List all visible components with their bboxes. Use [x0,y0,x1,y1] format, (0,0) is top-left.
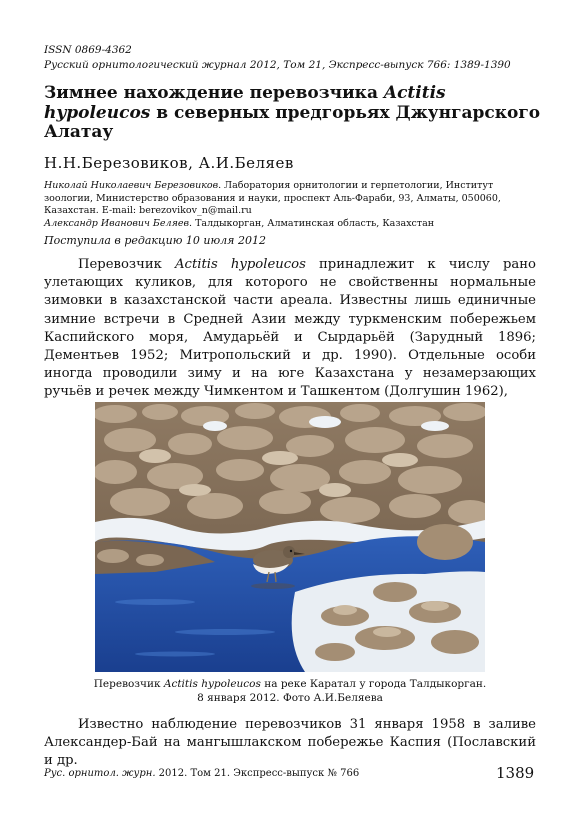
body-paragraph-2: Известно наблюдение перевозчиков 31 января 1958 в заливе Александер-Бай на мангышлакском побережье Каспия (Пославский и др. [44,717,536,769]
journal-citation-line: Русский орнитологический журнал 2012, Том 21, Экспресс-выпуск 766: 1389-1390 [44,59,511,71]
footer-citation [44,768,359,779]
caption-lead: Перевозчик [93,678,164,690]
title-part1: Зимнее нахождение перевозчика [44,83,384,103]
affiliations [44,180,544,230]
caption-rest: на реке Каратал у города Талдыкорган. [260,678,487,690]
issn-line: ISSN 0869-4362 [44,44,132,56]
body-paragraph-1 [44,256,536,402]
affiliation-1 [44,180,544,218]
title-part2: в северных предгорьях Джунгарского Алатау [44,102,541,142]
author2-affiliation: . Талдыкорган, Алматинская область, Казахстан [189,217,435,229]
p1-rest: принадлежит к числу рано улетающих куликов, для которого не свойственны нормальные зимовки в казахстанской части ареала. Известны лишь единичные зимние встречи в Средней Азии между туркменским побережьем Каспийского моря, Амударьёй и Сырдарьёй (Зарудный 1896; Дементьев 1952; Митропольский и др. 1990). Отдельные особи иногда проводили зиму и на юге Казахстана у незамерзающих ручьёв и речек между Чимкентом и Ташкентом (Долгушин 1962), [44,257,536,400]
figure-caption [60,677,520,705]
received-date: Поступила в редакцию 10 июля 2012 [44,234,266,247]
author1-name: Николай Николаевич Березовиков [44,180,219,191]
p1-lead: Перевозчик [78,257,176,272]
title-species: Actitis hypoleucos [44,83,446,123]
authors-line: Н.Н.Березовиков, А.И.Беляев [44,154,294,172]
p1-species: Actitis hypoleucos [175,257,306,272]
caption-species: Actitis hypoleucos [163,678,261,690]
affiliation-2 [44,218,544,231]
caption-line-1 [60,677,520,691]
page-number: 1389 [496,764,535,782]
sandpiper-photo [95,402,485,672]
article-title [44,84,544,143]
author1-affiliation: . Лаборатория орнитологии и герпетологии, Институт зоологии, Министерство образования и науки, проспект Аль-Фараби, 93, Алматы, 050060, Казахстан. E-mail: berezovikov_n@mail.ru [44,180,501,216]
footer-journal: Рус. орнитол. журн. [44,768,156,779]
footer-details: 2012. Том 21. Экспресс-выпуск № 766 [155,768,360,779]
author2-name: Александр Иванович Беляев [44,217,190,229]
caption-line-2: 8 января 2012. Фото А.И.Беляева [197,692,383,704]
